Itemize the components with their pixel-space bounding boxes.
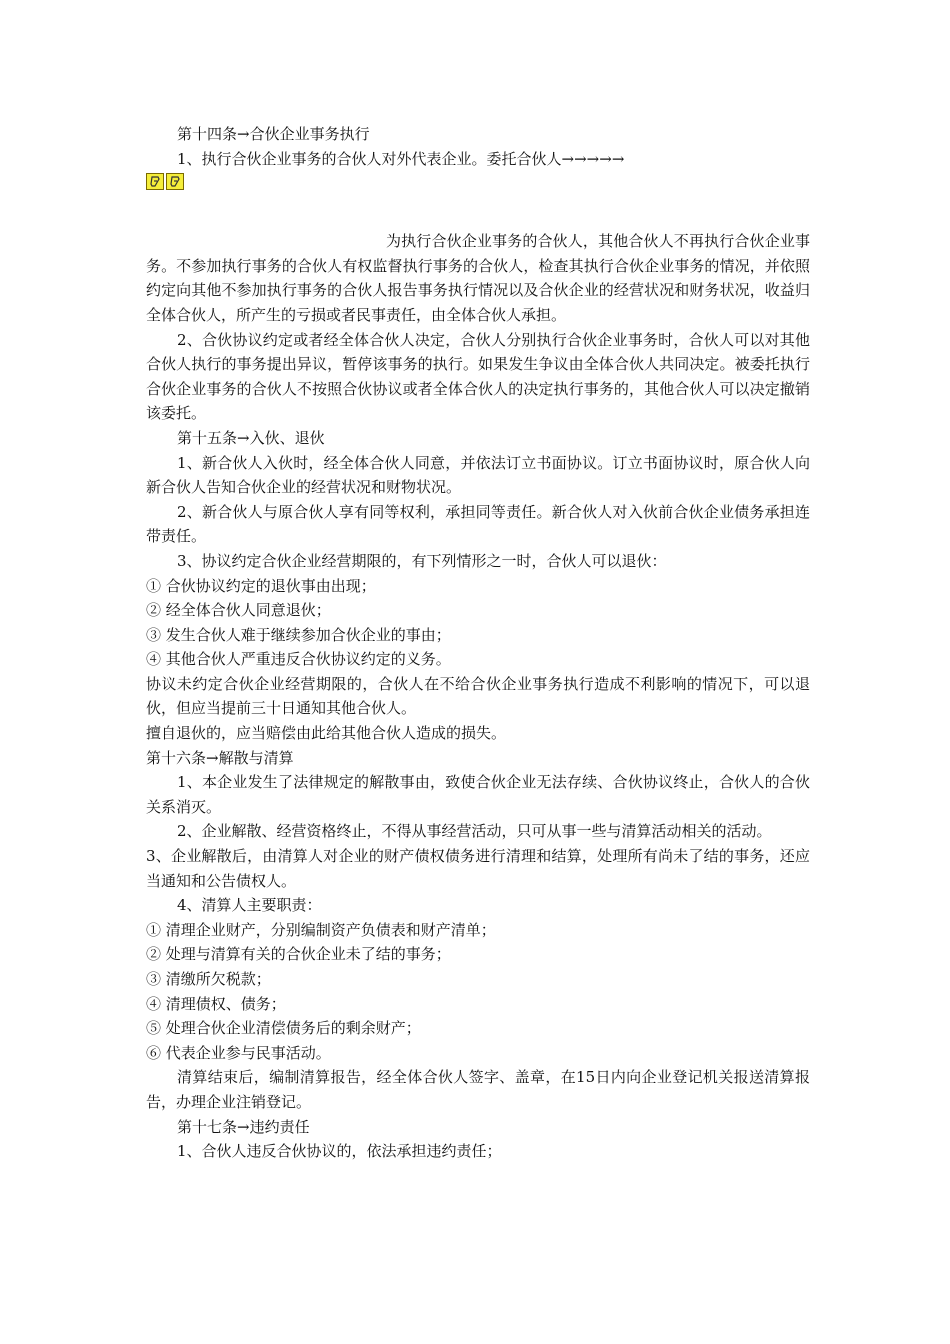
- article-14-para-1-start: 1、执行合伙企业事务的合伙人对外代表企业。委托合伙人→→→→→: [177, 149, 625, 168]
- article-16-para-2: 2、企业解散、经营资格终止，不得从事经营活动，只可从事一些与清算活动相关的活动。: [177, 822, 772, 841]
- list-item: ④ 清理债权、债务；: [146, 994, 286, 1013]
- article-15-heading: 第十五条→入伙、退伙: [177, 428, 325, 447]
- list-item: ⑤ 处理合伙企业清偿债务后的剩余财产；: [146, 1019, 421, 1038]
- list-item: ③ 清缴所欠税款；: [146, 970, 271, 988]
- article-17-heading: 第十七条→违约责任: [177, 1117, 310, 1136]
- article-17-para-1: 1、合伙人违反合伙协议的，依法承担违约责任；: [177, 1142, 502, 1161]
- list-item: ④ 其他合伙人严重违反合伙协议约定的义务。: [146, 650, 451, 669]
- article-16-para-5: 清算结束后，编制清算报告，经全体合伙人签字、盖章，在15日内向企业登记机关报送清算报告，办理企业注销登记。: [146, 1068, 810, 1111]
- article-16-para-1: 1、本企业发生了法律规定的解散事由，致使合伙企业无法存续、合伙协议终止，合伙人的合伙关系消灭。: [146, 773, 810, 816]
- article-15-para-2: 2、新合伙人与原合伙人享有同等权利，承担同等责任。新合伙人对入伙前合伙企业债务承担连带责任。: [146, 502, 810, 546]
- article-16-para-4: 4、清算人主要职责：: [177, 896, 322, 915]
- list-item: ③ 发生合伙人难于继续参加合伙企业的事由；: [146, 625, 451, 644]
- list-item: ⑥ 代表企业参与民事活动。: [146, 1043, 331, 1062]
- list-item: ① 合伙协议约定的退伙事由出现；: [146, 576, 376, 595]
- list-item: ② 经全体合伙人同意退伙；: [146, 601, 331, 620]
- list-item: ② 处理与清算有关的合伙企业未了结的事务；: [146, 945, 451, 964]
- article-15-para-5: 擅自退伙的，应当赔偿由此给其他合伙人造成的损失。: [146, 724, 507, 743]
- article-15-para-1: 1、新合伙人入伙时，经全体合伙人同意，并依法订立书面协议。订立书面协议时，原合伙人向新合伙人告知合伙企业的经营状况和财物状况。: [146, 453, 810, 497]
- list-item: ① 清理企业财产，分别编制资产负债表和财产清单；: [146, 920, 496, 939]
- article-14-heading: 第十四条→合伙企业事务执行: [177, 125, 370, 143]
- article-15-para-3: 3、协议约定合伙企业经营期限的，有下列情形之一时，合伙人可以退伙：: [177, 551, 667, 570]
- article-16-para-3: 3、企业解散后，由清算人对企业的财产债权债务进行清理和结算，处理所有尚未了结的事务，还应当通知和公告债权人。: [146, 847, 810, 890]
- article-15-para-4: 协议未约定合伙企业经营期限的，合伙人在不给合伙企业事务执行造成不利影响的情况下，可以退伙，但应当提前三十日通知其他合伙人。: [146, 674, 810, 718]
- article-14-para-2: 2、合伙协议约定或者经全体合伙人决定，合伙人分别执行合伙企业事务时，合伙人可以对其他合伙人执行的事务提出异议，暂停该事务的执行。如果发生争议由全体合伙人共同决定。被委托执行合伙企业事务的合伙人不按照合伙协议或者全体合伙人的决定执行事务的，其他合伙人可以决定撤销该委托。: [146, 330, 810, 423]
- form-field-icon[interactable]: [146, 173, 164, 190]
- article-16-heading: 第十六条→解散与清算: [146, 748, 294, 767]
- document-page: [146, 122, 810, 1164]
- form-field-icon[interactable]: [166, 173, 184, 190]
- form-field-icons: [146, 173, 810, 193]
- article-14-para-1-cont: 为执行合伙企业事务的合伙人，其他合伙人不再执行合伙企业事务。不参加执行事务的合伙人有权监督执行事务的合伙人，检查其执行合伙企业事务的情况，并依照约定向其他不参加执行事务的合伙人报告事务执行情况以及合伙企业的经营状况和财务状况，收益归全体合伙人，所产生的亏损或者民事责任，由全体合伙人承担。: [146, 232, 810, 324]
